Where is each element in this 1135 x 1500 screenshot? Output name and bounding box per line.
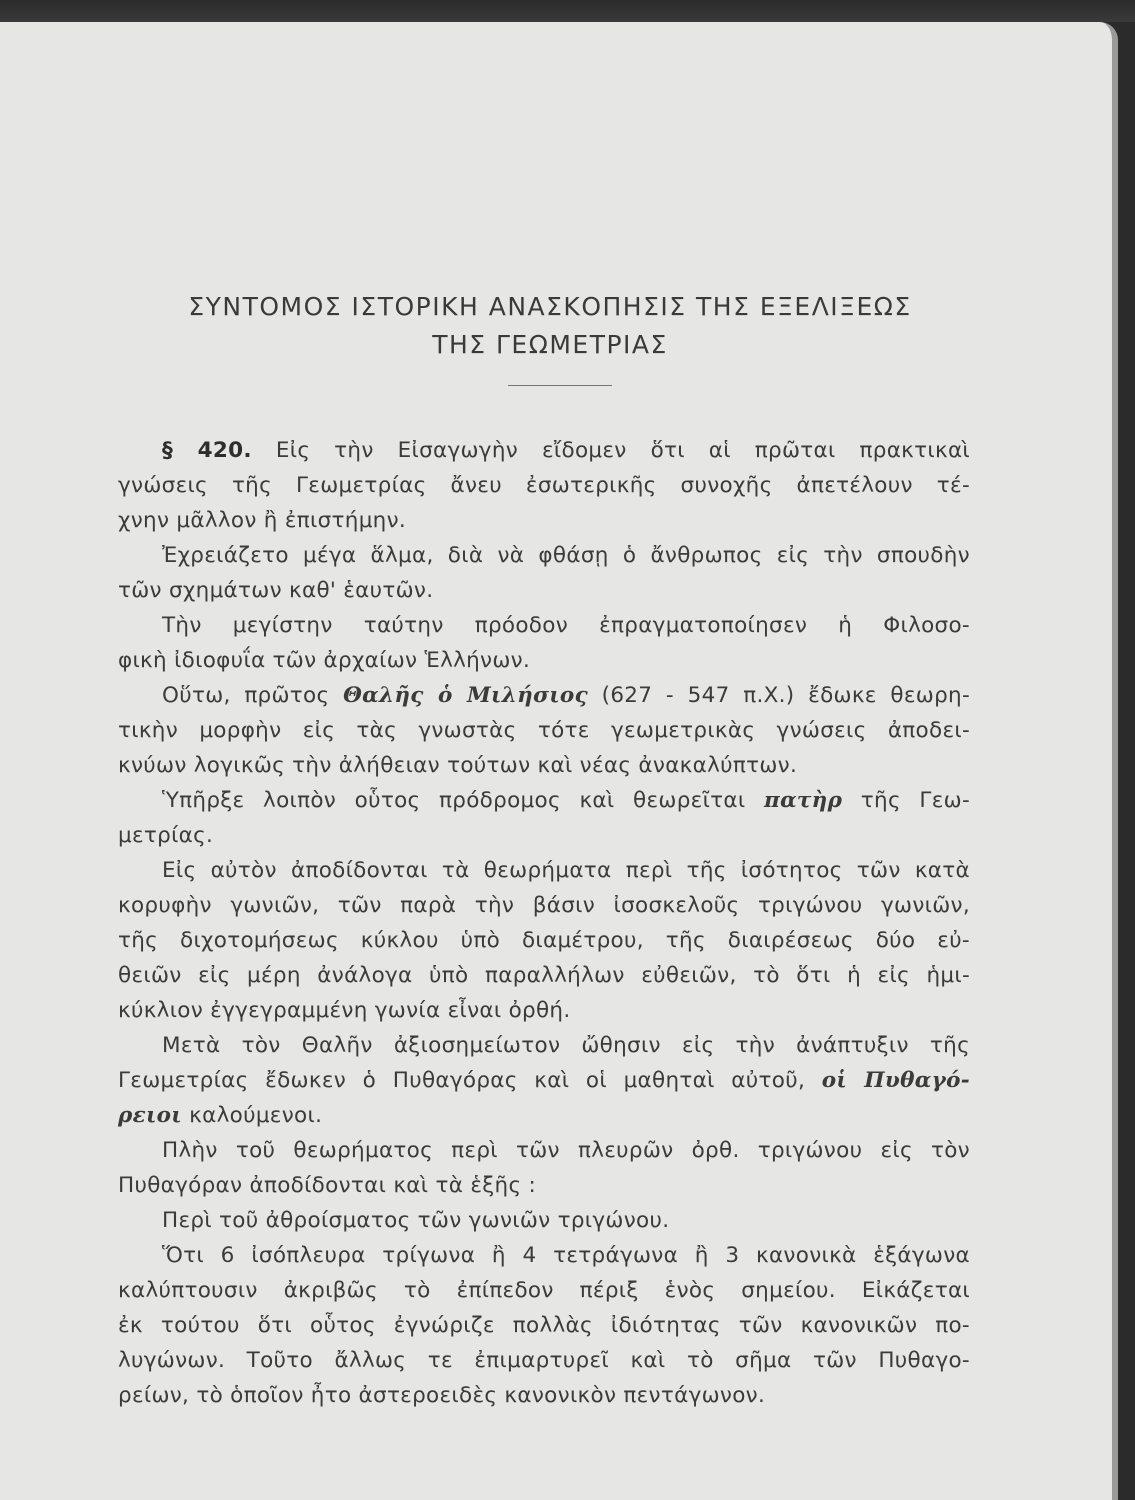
- heading-line-2: ΤΗΣ ΓΕΩΜΕΤΡΙΑΣ: [432, 330, 668, 359]
- text-line: τῆς διχοτομήσεως κύκλου ὑπὸ διαμέτρου, τῆς διαιρέσεως δύο εὐ-: [118, 928, 970, 953]
- text-line: Πλὴν τοῦ θεωρήματος περὶ τῶν πλευρῶν ὀρθ. τριγώνου εἰς τὸν: [162, 1138, 970, 1163]
- heading-divider: [508, 385, 612, 386]
- text-line: κορυφὴν γωνιῶν, τῶν παρὰ τὴν βάσιν ἰσοσκελοῦς τριγώνου γωνιῶν,: [118, 893, 970, 918]
- text-line: Εἰς αὐτὸν ἀποδίδονται τὰ θεωρήματα περὶ τῆς ἰσότητος τῶν κατὰ: [162, 858, 970, 883]
- text-line: λυγώνων. Τοῦτο ἄλλως τε ἐπιμαρτυρεῖ καὶ τὸ σῆμα τῶν Πυθαγο-: [118, 1348, 970, 1373]
- text-line: ρειοι καλούμενοι.: [118, 1103, 323, 1128]
- text-line: Ὅτι 6 ἰσόπλευρα τρίγωνα ἢ 4 τετράγωνα ἢ 3 κανονικὰ ἑξάγωνα: [162, 1243, 970, 1268]
- word-pater: πατὴρ: [764, 788, 843, 813]
- section-number: § 420.: [162, 438, 252, 463]
- text-line: τικὴν μορφὴν εἰς τὰς γνωστὰς τότε γεωμετρικὰς γνώσεις ἀποδει-: [118, 718, 970, 743]
- page-top-shadow: [0, 0, 1135, 22]
- name-thales: Θαλῆς ὁ Μιλήσιος: [343, 683, 588, 708]
- text-line: χνην μᾶλλον ἢ ἐπιστήμην.: [118, 508, 407, 533]
- text-line: § 420. Εἰς τὴν Εἰσαγωγὴν εἴδομεν ὅτι αἱ πρῶται πρακτικαὶ: [162, 438, 970, 463]
- text-line: Ὑπῆρξε λοιπὸν οὗτος πρόδρομος καὶ θεωρεῖται πατὴρ τῆς Γεω-: [162, 788, 970, 813]
- text-line: ρείων, τὸ ὁποῖον ἦτο ἀστεροειδὲς κανονικὸν πεντάγωνον.: [118, 1383, 766, 1408]
- text-line: Ἐχρειάζετο μέγα ἅλμα, διὰ νὰ φθάσῃ ὁ ἄνθρωπος εἰς τὴν σπουδὴν: [162, 543, 970, 568]
- text-line: μετρίας.: [118, 823, 214, 848]
- text-line: κύκλιον ἐγγεγραμμένη γωνία εἶναι ὀρθή.: [118, 998, 571, 1023]
- text-line: φικὴ ἰδιοφυΐα τῶν ἀρχαίων Ἑλλήνων.: [118, 648, 531, 673]
- text-line: Μετὰ τὸν Θαλῆν ἀξιοσημείωτον ὤθησιν εἰς τὴν ἀνάπτυξιν τῆς: [162, 1033, 970, 1058]
- text-line: ἐκ τούτου ὅτι οὗτος ἐγνώριζε πολλὰς ἰδιότητας τῶν κανονικῶν πο-: [118, 1313, 970, 1338]
- text-line: τῶν σχημάτων καθ' ἑαυτῶν.: [118, 578, 434, 603]
- text-line: θειῶν εἰς μέρη ἀνάλογα ὑπὸ παραλλήλων εὐθειῶν, τὸ ὅτι ἡ εἰς ἡμι-: [118, 963, 970, 988]
- text-line: καλύπτουσιν ἀκριβῶς τὸ ἐπίπεδον πέριξ ἑνὸς σημείου. Εἰκάζεται: [118, 1278, 970, 1303]
- text-line: κνύων λογικῶς τὴν ἀλήθειαν τούτων καὶ νέας ἀνακαλύπτων.: [118, 753, 798, 778]
- text-line: Περὶ τοῦ ἀθροίσματος τῶν γωνιῶν τριγώνου.: [162, 1208, 670, 1233]
- heading-line-1: ΣΥΝΤΟΜΟΣ ΙΣΤΟΡΙΚΗ ΑΝΑΣΚΟΠΗΣΙΣ ΤΗΣ ΕΞΕΛΙΞΕΩΣ: [188, 292, 912, 321]
- text-line: Οὕτω, πρῶτος Θαλῆς ὁ Μιλήσιος (627 - 547 π.Χ.) ἔδωκε θεωρη-: [162, 683, 971, 708]
- name-pythagoreans: οἱ Πυθαγό-: [821, 1068, 970, 1093]
- text-line: Πυθαγόραν ἀποδίδονται καὶ τὰ ἑξῆς :: [118, 1173, 537, 1198]
- text-line: Τὴν μεγίστην ταύτην πρόοδον ἐπραγματοποίησεν ἡ Φιλοσο-: [162, 613, 970, 638]
- text-line: γνώσεις τῆς Γεωμετρίας ἄνευ ἐσωτερικῆς συνοχῆς ἀπετέλουν τέ-: [118, 473, 970, 498]
- text-line: Γεωμετρίας ἔδωκεν ὁ Πυθαγόρας καὶ οἱ μαθηταὶ αὐτοῦ, οἱ Πυθαγό-: [118, 1068, 970, 1093]
